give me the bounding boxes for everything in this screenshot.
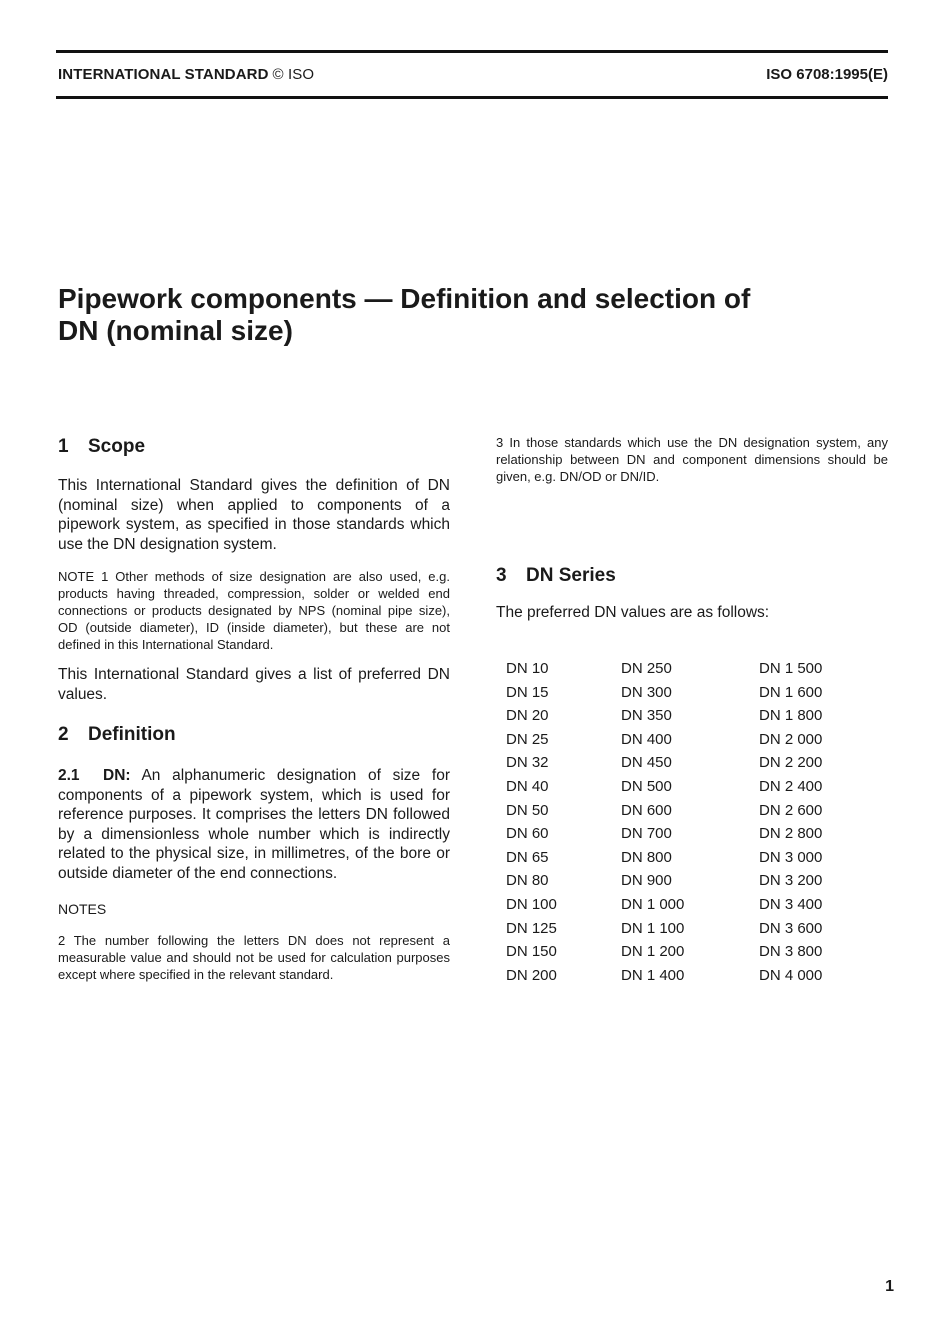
dn-value-cell: DN 350 bbox=[621, 707, 672, 725]
header-copyright: © ISO bbox=[272, 66, 315, 83]
section-2-number: 2 bbox=[58, 724, 69, 745]
dn-value-cell: DN 250 bbox=[621, 660, 672, 677]
right-column bbox=[496, 434, 888, 623]
dn-value-cell: DN 4 000 bbox=[759, 966, 823, 984]
dn-value-cell: DN 1 400 bbox=[621, 966, 685, 984]
dn-value-cell: DN 40 bbox=[506, 778, 549, 795]
scope-paragraph-1: This International Standard gives the definition of DN (nominal size) when applied to components of a pipework system, as specified in those standards which use the DN designation system. bbox=[58, 477, 450, 553]
dn-value-cell: DN 3 800 bbox=[759, 943, 823, 961]
dn-value-cell: DN 200 bbox=[506, 966, 557, 984]
dn-value-cell: DN 3 200 bbox=[759, 872, 823, 890]
note-2: 2 The number following the letters DN does not represent a measurable value and should not be used for calculation purposes except where specified in the relevant standard. bbox=[58, 933, 450, 982]
dn-value-cell: DN 500 bbox=[621, 778, 672, 795]
dn-value-cell: DN 3 600 bbox=[759, 919, 823, 937]
dn-value-cell: DN 900 bbox=[621, 872, 672, 890]
scope-note-1: NOTE 1 Other methods of size designation are also used, e.g. products having threaded, compression, solder or welded end connections or products designated by NPS (nominal pipe size), OD (outside diameter), ID (inside diameter), but these are not defined in this International Standard. bbox=[58, 569, 450, 652]
dn-value-cell: DN 2 400 bbox=[759, 778, 823, 795]
dn-value-cell: DN 150 bbox=[506, 943, 557, 961]
section-3-heading bbox=[496, 565, 888, 587]
dn-value-cell: DN 2 800 bbox=[759, 825, 823, 843]
section-3-number: 3 bbox=[496, 565, 507, 586]
page-number: 1 bbox=[885, 1278, 894, 1295]
dn-value-cell: DN 80 bbox=[506, 872, 549, 890]
left-column bbox=[58, 436, 450, 983]
dn-value-cell: DN 800 bbox=[621, 848, 672, 866]
header-bottom-rule bbox=[56, 96, 888, 99]
definition-number: 2.1 bbox=[58, 767, 80, 784]
dn-value-cell: DN 1 100 bbox=[621, 919, 685, 937]
dn-value-cell: DN 450 bbox=[621, 754, 672, 772]
dn-value-cell: DN 1 200 bbox=[621, 943, 685, 961]
dn-value-cell: DN 3 000 bbox=[759, 848, 823, 866]
section-1-heading bbox=[58, 436, 450, 458]
dn-value-cell: DN 1 000 bbox=[621, 896, 685, 913]
dn-value-cell: DN 125 bbox=[506, 919, 557, 937]
dn-value-cell: DN 2 600 bbox=[759, 801, 823, 819]
header-document-id: ISO 6708:1995(E) bbox=[766, 66, 888, 83]
title-line-2: DN (nominal size) bbox=[58, 315, 293, 346]
document-title bbox=[58, 283, 838, 347]
dn-value-cell: DN 2 200 bbox=[759, 754, 823, 772]
dn-series-intro: The preferred DN values are as follows: bbox=[496, 604, 770, 621]
dn-value-cell: DN 1 800 bbox=[759, 707, 823, 725]
header-standard-text: INTERNATIONAL STANDARD bbox=[58, 66, 269, 83]
dn-value-cell: DN 32 bbox=[506, 754, 549, 772]
dn-value-cell: DN 60 bbox=[506, 825, 549, 843]
section-3-title: DN Series bbox=[526, 565, 616, 586]
dn-value-cell: DN 1 600 bbox=[759, 683, 823, 701]
dn-value-cell: DN 1 500 bbox=[759, 660, 823, 677]
dn-value-cell: DN 2 000 bbox=[759, 730, 823, 748]
note-3: 3 In those standards which use the DN designation system, any relationship between DN and component dimensions should be given, e.g. DN/OD or DN/ID. bbox=[496, 435, 888, 484]
dn-value-cell: DN 50 bbox=[506, 801, 549, 819]
dn-value-cell: DN 3 400 bbox=[759, 896, 823, 913]
section-1-title: Scope bbox=[88, 436, 146, 457]
dn-value-cell: DN 600 bbox=[621, 801, 672, 819]
dn-value-cell: DN 100 bbox=[506, 896, 557, 913]
dn-value-cell: DN 20 bbox=[506, 707, 549, 725]
section-1-number: 1 bbox=[58, 436, 69, 457]
definition-text: An alphanumeric designation of size for components of a pipework system, which is used for reference purposes. It comprises the letters DN followed by a dimensionless whole number which is indirectly related to the physical size, in millimetres, of the bore or outside diameter of the end connections. bbox=[58, 767, 450, 882]
dn-value-cell: DN 10 bbox=[506, 660, 549, 677]
dn-value-cell: DN 25 bbox=[506, 730, 549, 748]
notes-label: NOTES bbox=[58, 901, 107, 917]
scope-paragraph-2: This International Standard gives a list of preferred DN values. bbox=[58, 666, 450, 703]
definition-term: DN: bbox=[103, 767, 131, 784]
dn-value-cell: DN 400 bbox=[621, 730, 672, 748]
dn-value-cell: DN 65 bbox=[506, 848, 549, 866]
section-2-title: Definition bbox=[88, 724, 176, 745]
header-standard-label bbox=[58, 66, 314, 83]
section-2-heading bbox=[58, 724, 450, 746]
title-line-1: Pipework components — Definition and selection of bbox=[58, 283, 751, 314]
definition-2-1 bbox=[58, 766, 450, 883]
dn-value-cell: DN 300 bbox=[621, 683, 672, 701]
dn-value-cell: DN 15 bbox=[506, 683, 549, 701]
dn-value-cell: DN 700 bbox=[621, 825, 672, 843]
header-top-rule bbox=[56, 50, 888, 53]
